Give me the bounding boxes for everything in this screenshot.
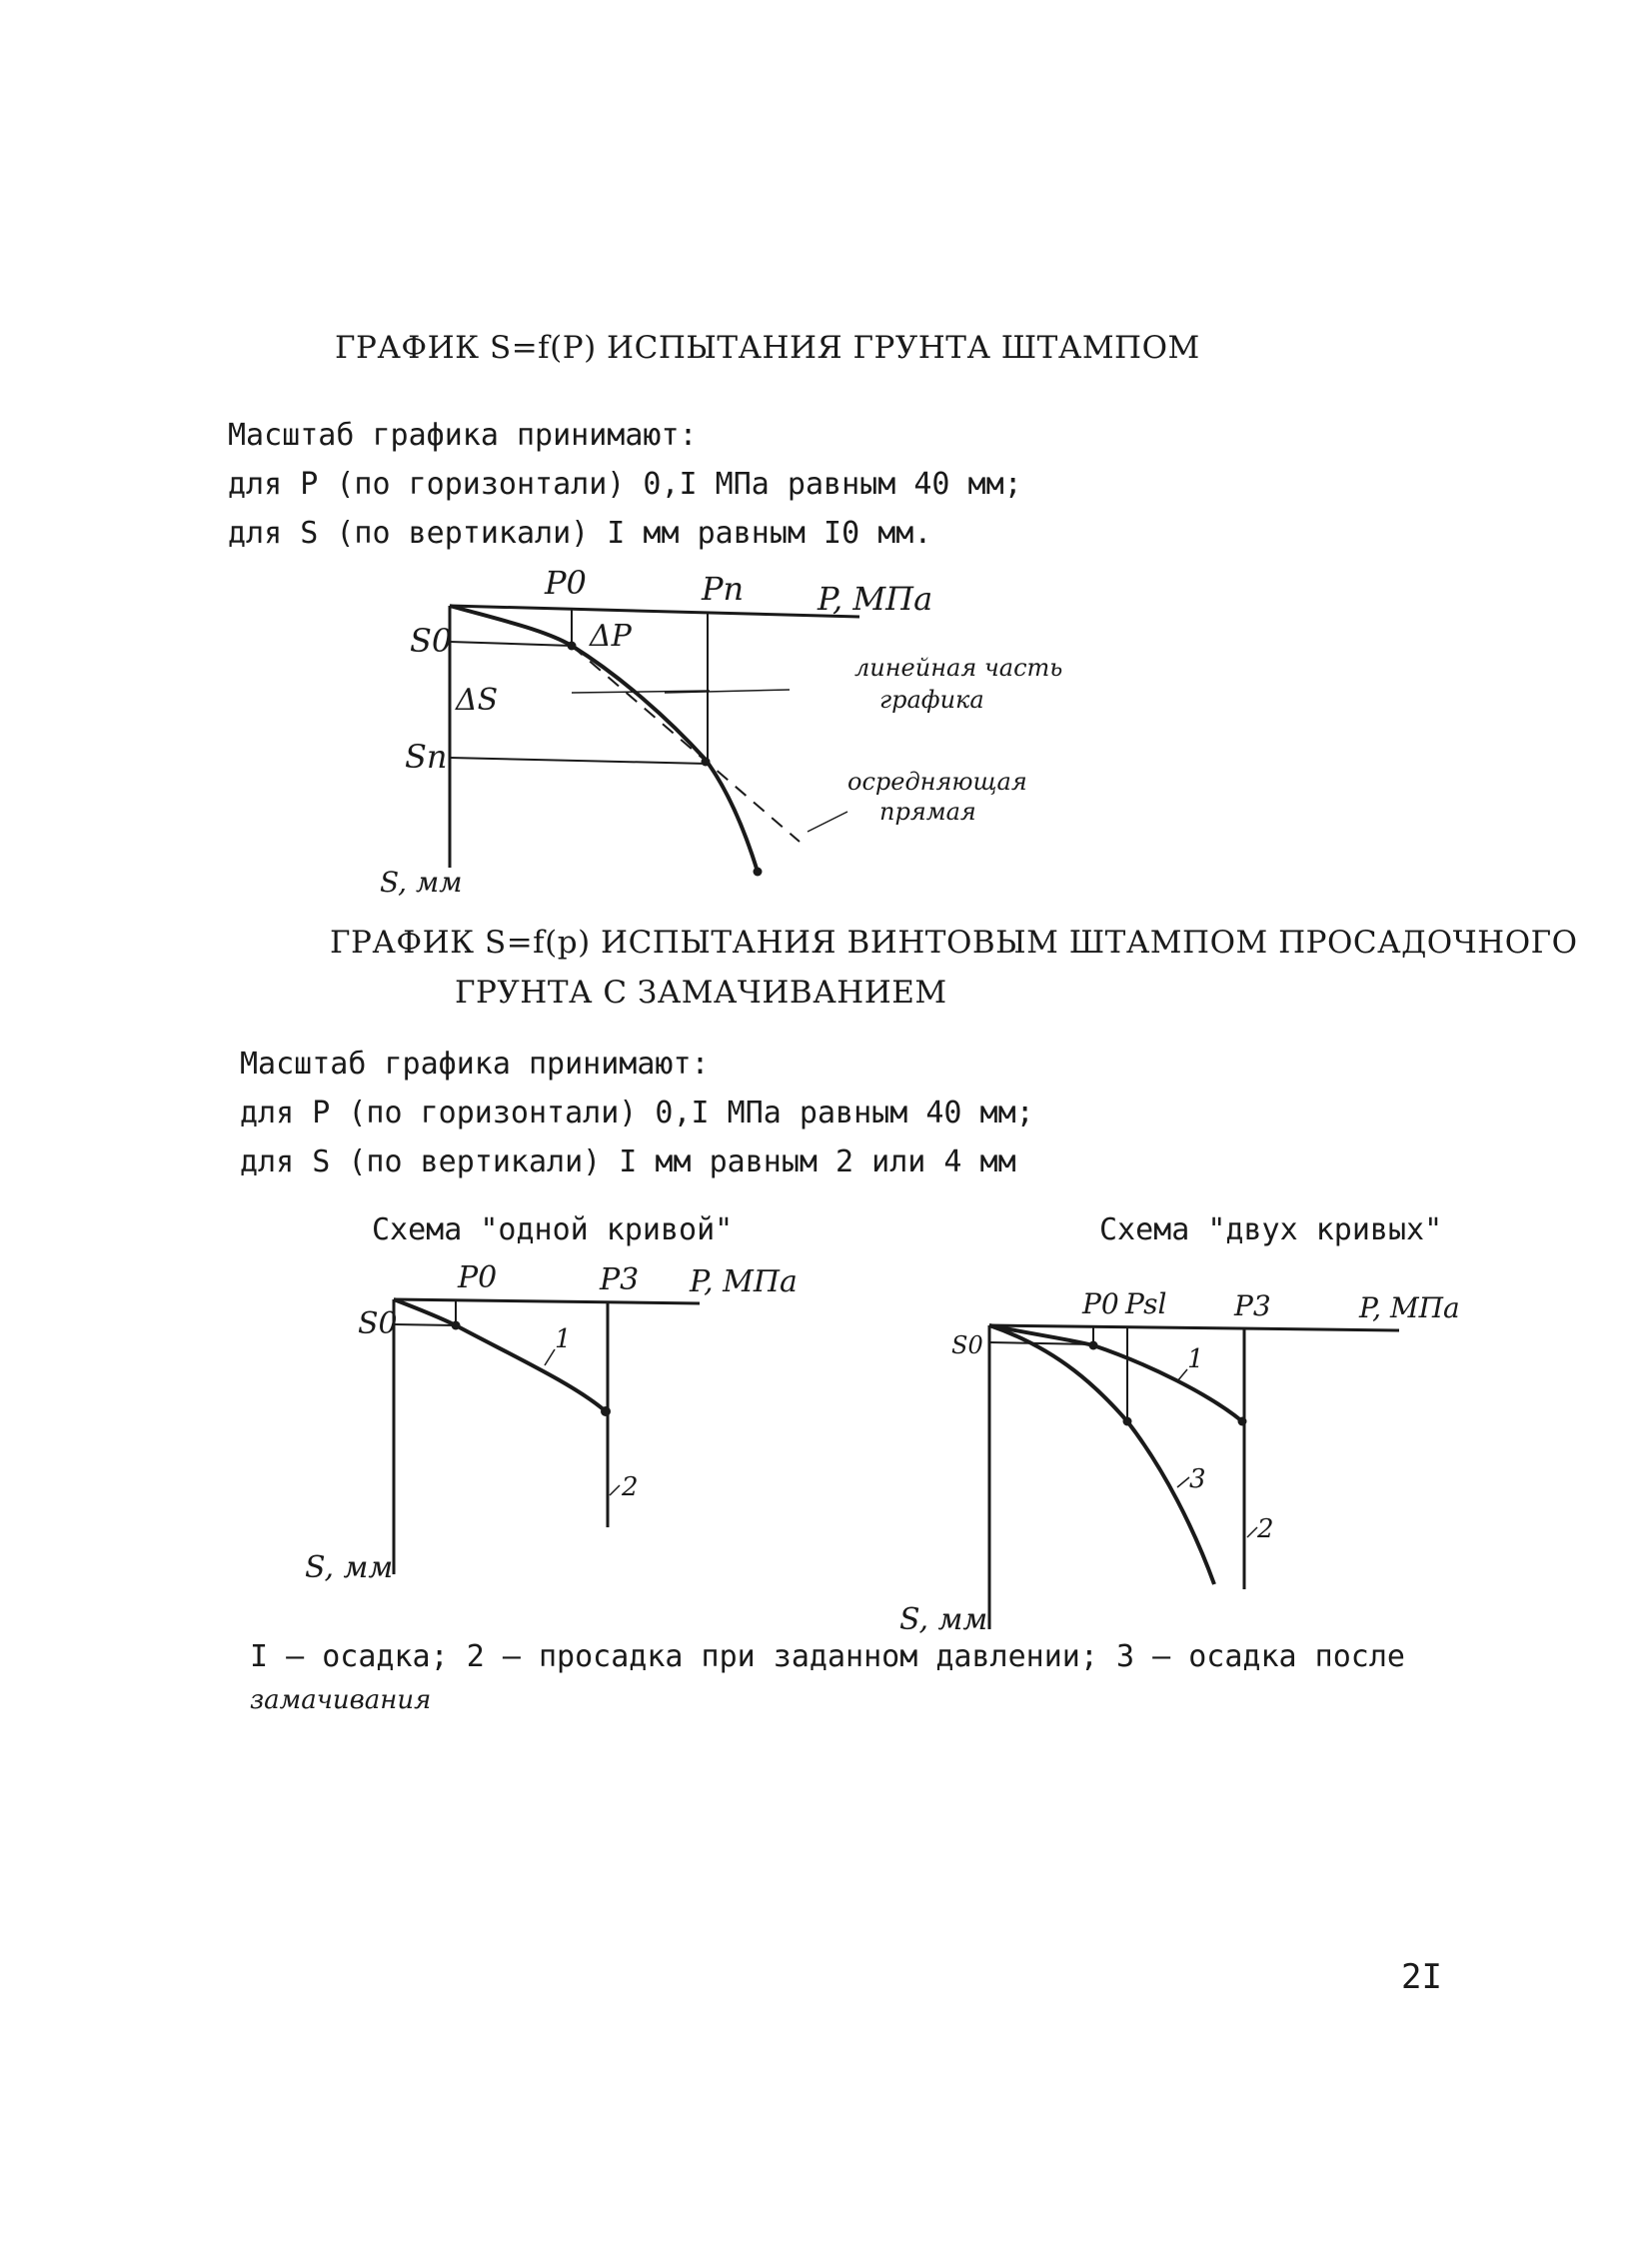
section1-title: ГРАФИК S=f(P) ИСПЫТАНИЯ ГРУНТА ШТАМПОМ: [335, 330, 1200, 366]
diagram3-p-axis-label: P, МПа: [1359, 1291, 1460, 1324]
diagram1-point-p0: [568, 642, 577, 651]
scheme-two-heading: Схема "двух кривых": [1099, 1212, 1443, 1247]
diagram2-point-p3: [601, 1406, 611, 1416]
legend-line-2: замачивания: [250, 1685, 432, 1715]
diagram-2: [305, 1260, 798, 1585]
diagram1-p-axis: [450, 606, 859, 617]
diagram3-point-psl: [1123, 1417, 1132, 1426]
section2-title-line-1: ГРАФИК S=f(p) ИСПЫТАНИЯ ВИНТОВЫМ ШТАМПОМ ПРОСАДОЧНОГО: [330, 925, 1578, 961]
diagram3-p0-label: P0: [1082, 1287, 1119, 1320]
diagram1-s0-label: S0: [410, 622, 453, 660]
diagram1-averaging-label-1: осредняющая: [847, 768, 1027, 796]
diagram3-s0-label: S0: [951, 1331, 983, 1359]
diagram-1: [380, 564, 1062, 899]
diagram2-p3-label: P3: [600, 1262, 640, 1297]
diagram1-averaging-leader: [808, 812, 847, 832]
diagram1-s0-line: [450, 642, 572, 646]
diagram3-psl-label: Psl: [1125, 1287, 1167, 1320]
diagram2-leader-2: [610, 1485, 620, 1495]
diagram2-leader-1: [545, 1349, 555, 1365]
page-number: 2I: [1401, 1957, 1442, 1997]
diagram2-s0-label: S0: [358, 1306, 398, 1341]
section1-scale-line-2: для Р (по горизонтали) 0,I МПа равным 40 мм;: [228, 467, 1022, 502]
diagram3-point-p0: [1089, 1341, 1098, 1350]
diagram-3: [899, 1287, 1460, 1637]
diagram3-p3-label: P3: [1234, 1289, 1271, 1322]
diagram1-linear-label-2: графика: [879, 686, 984, 714]
legend-line-1: I – осадка; 2 – просадка при заданном давлении; 3 – осадка после: [250, 1639, 1405, 1674]
section2-title-line-2: ГРУНТА С ЗАМАЧИВАНИЕМ: [455, 975, 947, 1011]
section2-scale-line-1: Масштаб графика принимают:: [240, 1047, 710, 1082]
diagram3-leader-3: [1177, 1477, 1189, 1487]
diagram1-delta-s-label: ΔS: [456, 683, 499, 718]
diagram1-averaging-line: [572, 646, 800, 842]
diagram3-s-axis-label: S, мм: [899, 1602, 988, 1637]
section1-scale-line-3: для S (по вертикали) I мм равным I0 мм.: [228, 516, 932, 551]
diagram1-averaging-label-2: прямая: [879, 798, 976, 826]
diagram3-leader-2: [1247, 1527, 1257, 1537]
diagram2-s0-line: [394, 1324, 456, 1325]
diagram2-p-axis-label: P, МПа: [690, 1264, 798, 1299]
diagram3-point-p3: [1238, 1417, 1247, 1426]
diagram3-curve-3-label: 3: [1189, 1464, 1206, 1494]
diagram1-p-axis-label: P, МПа: [818, 580, 933, 618]
diagram2-point-p0: [452, 1321, 461, 1330]
diagram2-curve-2-label: 2: [622, 1472, 639, 1502]
diagram1-pn-label: Pn: [702, 570, 745, 608]
diagram3-p-axis: [989, 1325, 1399, 1330]
diagram1-curve-end: [754, 868, 763, 877]
diagram3-leader-1: [1177, 1369, 1187, 1381]
diagram2-curve-1: [394, 1299, 606, 1411]
diagram2-p-axis: [394, 1299, 700, 1303]
diagram1-p0-label: P0: [545, 564, 587, 602]
section2-scale-line-2: для Р (по горизонтали) 0,I МПа равным 40 мм;: [240, 1096, 1034, 1130]
diagram1-delta-p-label: ΔP: [590, 619, 632, 654]
diagram3-curve-1-label: 1: [1187, 1344, 1204, 1374]
scheme-one-heading: Схема "одной кривой": [372, 1212, 734, 1247]
diagram1-linear-label-1: линейная часть: [854, 654, 1063, 682]
diagram1-sn-label: Sn: [405, 738, 448, 776]
diagram3-curve-2-label: 2: [1257, 1514, 1274, 1544]
diagram2-s-axis-label: S, мм: [305, 1550, 394, 1585]
diagram1-sn-line: [450, 758, 708, 764]
diagram1-s-axis-label: S, мм: [380, 866, 463, 899]
section2-scale-line-3: для S (по вертикали) I мм равным 2 или 4 мм: [240, 1144, 1016, 1179]
diagram2-p0-label: P0: [458, 1260, 498, 1295]
diagram2-curve-1-label: 1: [555, 1324, 572, 1354]
section1-scale-line-1: Масштаб графика принимают:: [228, 418, 698, 453]
diagram3-curve-3: [989, 1325, 1214, 1584]
diagram1-point-pn: [702, 758, 711, 767]
